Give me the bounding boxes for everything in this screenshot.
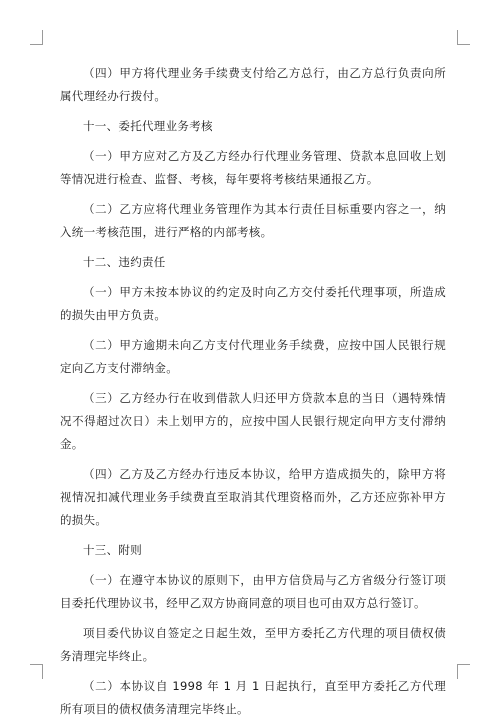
section-heading-11-assessment: 十一、委托代理业务考核 bbox=[83, 119, 213, 133]
paragraph-11-2-internal-assessment: （二）乙方应将代理业务管理作为其本行责任目标重要内容之一，纳入统一考核范围，进行严格的内部考核。 bbox=[60, 202, 446, 239]
paragraph-12-1: （一）甲方未按本协议的约定及时向乙方交付委托代理事项，所造成的损失由甲方负责。 bbox=[60, 285, 446, 322]
paragraph-13-1: （一）在遵守本协议的原则下，由甲方信贷局与乙方省级分行签订项目委托代理协议书，经甲乙双方协商同意的项目也可由双方总行签订。 bbox=[60, 573, 446, 610]
paragraph-12-4: （四）乙方及乙方经办行违反本协议，给甲方造成损失的，除甲方将视情况扣减代理业务手续费直至取消其代理资格而外，乙方还应弥补甲方的损失。 bbox=[60, 467, 446, 527]
crop-mark-top-left bbox=[30, 30, 43, 45]
paragraph-11-1-inspection: （一）甲方应对乙方及乙方经办行代理业务管理、贷款本息回收上划等情况进行检查、监督、考核，每年要将考核结果通报乙方。 bbox=[60, 149, 446, 186]
crop-mark-bottom-left bbox=[30, 664, 43, 679]
paragraph-13-effective: 项目委代协议自签定之日起生效，至甲方委托乙方代理的项目债权债务清理完毕终止。 bbox=[60, 626, 446, 663]
section-heading-13-supplementary: 十三、附则 bbox=[83, 543, 142, 557]
paragraph-fee-payment: （四）甲方将代理业务手续费支付给乙方总行，由乙方总行负责向所属代理经办行拨付。 bbox=[60, 66, 446, 103]
paragraph-12-2: （二）甲方逾期未向乙方支付代理业务手续费，应按中国人民银行规定向乙方支付滞纳金。 bbox=[60, 338, 446, 375]
crop-mark-top-right bbox=[457, 30, 470, 45]
document-body bbox=[60, 62, 446, 721]
section-heading-12-liability: 十二、违约责任 bbox=[83, 255, 166, 269]
crop-mark-bottom-right bbox=[457, 664, 470, 679]
paragraph-13-2: （二）本协议自 1998 年 1 月 1 日起执行，直至甲方委托乙方代理所有项目的债权债务清理完毕终止。 bbox=[60, 679, 446, 716]
paragraph-12-3: （三）乙方经办行在收到借款人归还甲方贷款本息的当日（遇特殊情况不得超过次日）未上划甲方的，应按中国人民银行规定向甲方支付滞纳金。 bbox=[60, 391, 446, 451]
